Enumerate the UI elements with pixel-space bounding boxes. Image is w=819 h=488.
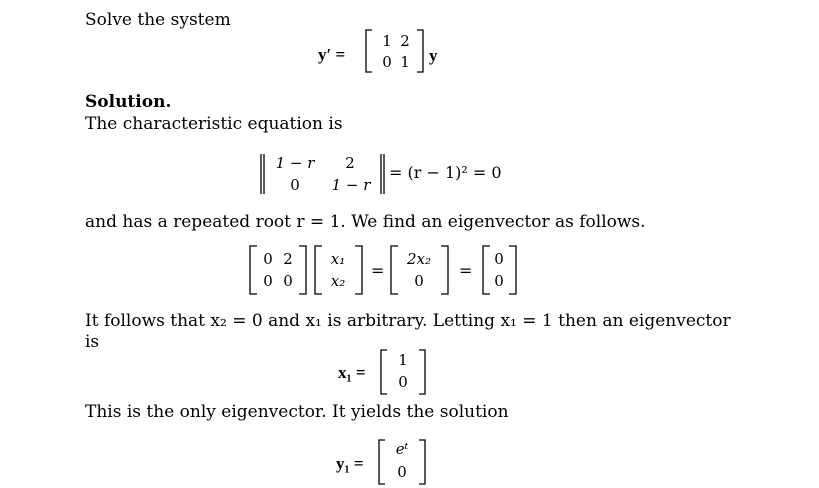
- problem-matrix-r2c1: 0: [382, 53, 392, 71]
- det-result: = (r − 1)² = 0: [389, 163, 502, 182]
- eig-vector-x1: x₁: [330, 250, 346, 268]
- problem-rhs-vector: y: [429, 46, 438, 65]
- eig-matrix-r2c2: 0: [283, 272, 293, 290]
- problem-lhs: y′ =: [318, 45, 346, 64]
- x1-vector-r1: 1: [398, 351, 408, 369]
- det-r1c2: 2: [345, 154, 355, 172]
- x1-label: x₁ =: [338, 363, 366, 382]
- x1-vector-r2: 0: [398, 373, 408, 391]
- eig-zero-r1: 0: [494, 250, 504, 268]
- eig-equals-2: =: [459, 261, 473, 280]
- y1-vector-r2: 0: [397, 463, 407, 481]
- problem-prompt: Solve the system: [85, 10, 231, 30]
- follows-text-line1: It follows that x₂ = 0 and x₁ is arbitrary. Letting x₁ = 1 then an eigenvector: [85, 311, 731, 331]
- det-r2c2: 1 − r: [331, 176, 371, 194]
- eig-product-r1: 2x₂: [406, 250, 432, 268]
- det-r2c1: 0: [290, 176, 300, 194]
- follows-text-line2: is: [85, 332, 100, 352]
- eig-zero-r2: 0: [494, 272, 504, 290]
- repeated-root-text: and has a repeated root r = 1. We find an eigenvector as follows.: [85, 212, 646, 232]
- y1-vector-r1: eᵗ: [395, 440, 409, 458]
- problem-matrix-r2c2: 1: [400, 53, 410, 71]
- eig-matrix-r1c2: 2: [283, 250, 293, 268]
- eig-matrix-r1c1: 0: [263, 250, 273, 268]
- problem-matrix-r1c1: 1: [382, 32, 392, 50]
- solution-heading: Solution.: [85, 92, 172, 112]
- char-intro: The characteristic equation is: [85, 114, 343, 134]
- eig-vector-x2: x₂: [330, 272, 346, 290]
- eig-equals-1: =: [371, 261, 385, 280]
- eig-matrix-r2c1: 0: [263, 272, 273, 290]
- eig-product-r2: 0: [414, 272, 424, 290]
- only-eigenvector-text: This is the only eigenvector. It yields the solution: [85, 402, 509, 422]
- det-r1c1: 1 − r: [275, 154, 315, 172]
- y1-label: y₁ =: [336, 454, 364, 473]
- problem-matrix-r1c2: 2: [400, 32, 410, 50]
